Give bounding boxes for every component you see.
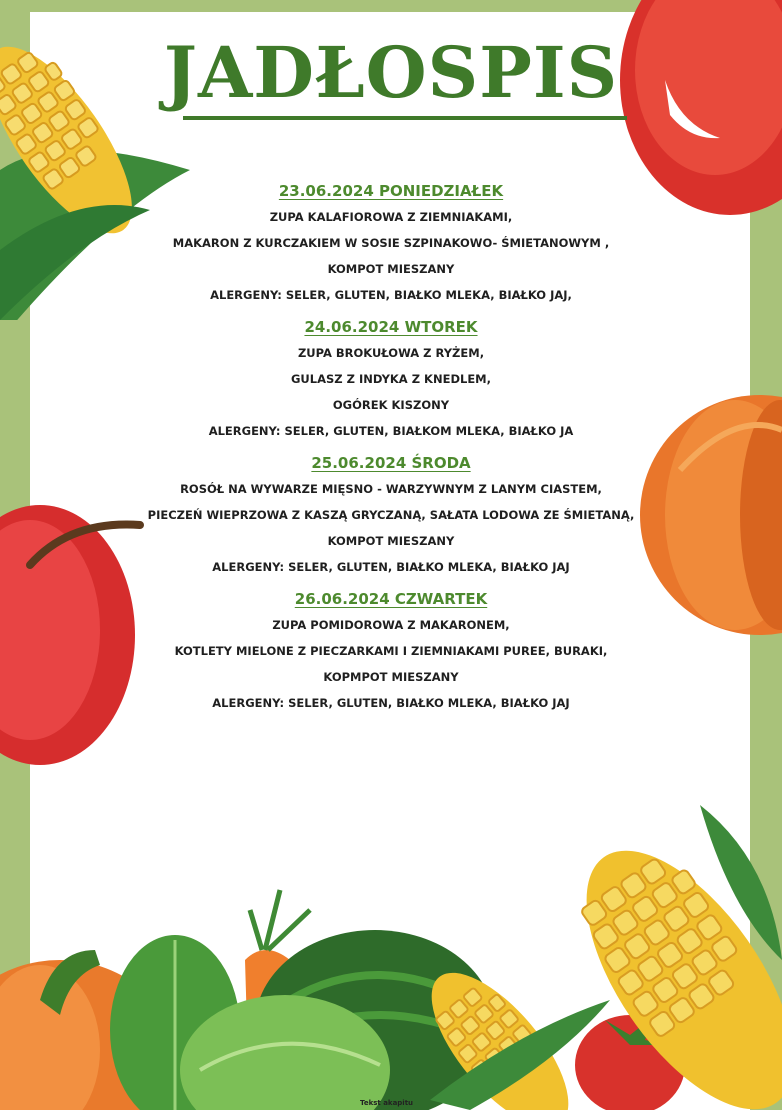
allergens-line: ALERGENY: SELER, GLUTEN, BIAŁKO MLEKA, BIAŁKO JAJ bbox=[212, 696, 570, 710]
menu-item: KOTLETY MIELONE Z PIECZARKAMI I ZIEMNIAKAMI PUREE, BURAKI, bbox=[174, 644, 608, 658]
menu-item: ROSÓŁ NA WYWARZE MIĘSNO - WARZYWNYM Z LANYM CIASTEM, bbox=[180, 482, 602, 496]
menu-item: ZUPA KALAFIOROWA Z ZIEMNIAKAMI, bbox=[269, 210, 513, 224]
menu-item: OGÓREK KISZONY bbox=[332, 398, 450, 412]
day-heading: 24.06.2024 WTOREK bbox=[304, 318, 478, 336]
menu-item: KOMPOT MIESZANY bbox=[327, 262, 455, 276]
text-caption: Tekst akapitu bbox=[360, 1099, 414, 1107]
vegetables-illustration-bottom bbox=[0, 800, 782, 1110]
title-underline bbox=[183, 116, 627, 120]
menu-item: PIECZEŃ WIEPRZOWA Z KASZĄ GRYCZANĄ, SAŁATA LODOWA ZE ŚMIETANĄ, bbox=[147, 508, 635, 522]
day-tuesday bbox=[0, 314, 782, 444]
menu-item: ZUPA POMIDOROWA Z MAKARONEM, bbox=[272, 618, 510, 632]
allergens-line: ALERGENY: SELER, GLUTEN, BIAŁKO MLEKA, BIAŁKO JAJ bbox=[212, 560, 570, 574]
menu-item: ZUPA BROKUŁOWA Z RYŻEM, bbox=[297, 346, 485, 360]
page-title: JADŁOSPIS bbox=[163, 31, 619, 114]
day-heading: 25.06.2024 ŚRODA bbox=[311, 454, 471, 472]
allergens-line: ALERGENY: SELER, GLUTEN, BIAŁKO MLEKA, BIAŁKO JAJ, bbox=[210, 288, 572, 302]
menu-item: MAKARON Z KURCZAKIEM W SOSIE SZPINAKOWO- ŚMIETANOWYM , bbox=[172, 236, 610, 250]
menu-item: KOPMPOT MIESZANY bbox=[323, 670, 459, 684]
menu-list bbox=[0, 178, 782, 722]
menu-item: KOMPOT MIESZANY bbox=[327, 534, 455, 548]
day-heading: 23.06.2024 PONIEDZIAŁEK bbox=[278, 182, 504, 200]
day-thursday bbox=[0, 586, 782, 716]
day-wednesday bbox=[0, 450, 782, 580]
allergens-line: ALERGENY: SELER, GLUTEN, BIAŁKOM MLEKA, BIAŁKO JA bbox=[208, 424, 574, 438]
menu-item: GULASZ Z INDYKA Z KNEDLEM, bbox=[290, 372, 491, 386]
day-heading: 26.06.2024 CZWARTEK bbox=[294, 590, 488, 608]
day-monday bbox=[0, 178, 782, 308]
